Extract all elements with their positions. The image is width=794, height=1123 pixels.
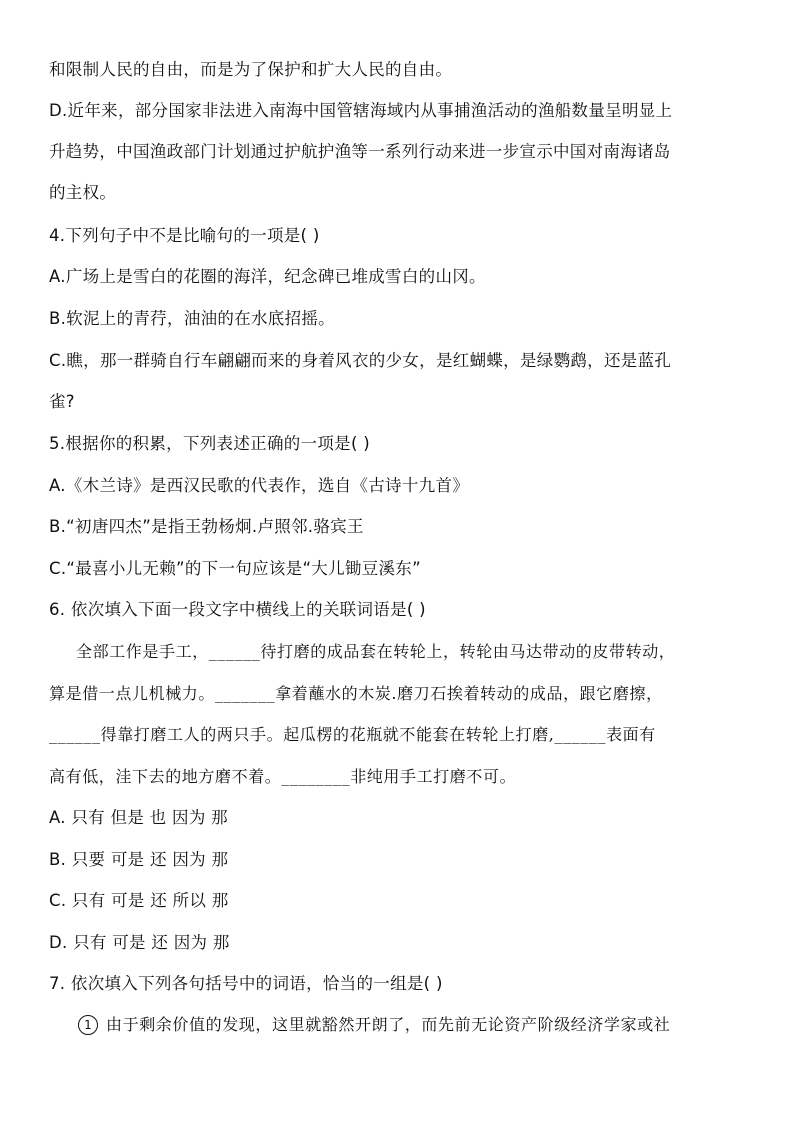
question-7: 7. 依次填入下列各句括号中的词语，恰当的一组是( ) — [49, 974, 443, 993]
question-4: 4.下列句子中不是比喻句的一项是( ) — [49, 226, 320, 245]
question-7-item-1-text: 由于剩余价值的发现，这里就豁然开朗了，而先前无论资产阶级经济学家或社 — [106, 1015, 671, 1034]
option-d-line-3: 的主权。 — [49, 183, 117, 202]
passage-line-1: 全部工作是手工，______待打磨的成品套在转轮上，转轮由马达带动的皮带转动， — [76, 642, 676, 661]
question-6-option-a: A. 只有 但是 也 因为 那 — [49, 808, 228, 827]
passage-line-4: 高有低，洼下去的地方磨不着。________非纯用手工打磨不可。 — [49, 767, 517, 786]
passage-line-3: ______得靠打磨工人的两只手。起瓜楞的花瓶就不能套在转轮上打磨,______表面有 — [49, 725, 656, 744]
question-7-item-1 — [78, 1013, 670, 1037]
option-d-line-2: 升趋势，中国渔政部门计划通过护航护渔等一系列行动来进一步宣示中国对南海诸岛 — [49, 142, 671, 161]
question-5-option-a: A.《木兰诗》是西汉民歌的代表作，选自《古诗十九首》 — [49, 476, 470, 495]
question-6-option-b: B. 只要 可是 还 因为 那 — [49, 850, 229, 869]
question-6: 6. 依次填入下面一段文字中横线上的关联词语是( ) — [49, 600, 426, 619]
question-5-option-b: B.“初唐四杰”是指王勃杨炯.卢照邻.骆宾王 — [49, 517, 364, 536]
question-6-option-d: D. 只有 可是 还 因为 那 — [49, 933, 230, 952]
text-line-1: 和限制人民的自由，而是为了保护和扩大人民的自由。 — [49, 60, 453, 79]
question-4-option-c-line-1: C.瞧，那一群骑自行车翩翩而来的身着风衣的少女，是红蝴蝶，是绿鹦鹉，还是蓝孔 — [49, 351, 672, 370]
question-5: 5.根据你的积累，下列表述正确的一项是( ) — [49, 434, 370, 453]
question-4-option-b: B.软泥上的青荇，油油的在水底招摇。 — [49, 309, 335, 328]
question-5-option-c: C.“最喜小儿无赖”的下一句应该是“大儿锄豆溪东” — [49, 559, 421, 578]
option-d-line-1: D.近年来，部分国家非法进入南海中国管辖海域内从事捕渔活动的渔船数量呈明显上 — [49, 101, 673, 120]
question-4-option-c-line-2: 雀? — [49, 392, 75, 411]
question-6-option-c: C. 只有 可是 还 所以 那 — [49, 891, 229, 910]
circled-number: 1 — [78, 1015, 98, 1035]
passage-line-2: 算是借一点儿机械力。_______拿着蘸水的木炭.磨刀石挨着转动的成品，跟它磨擦， — [49, 684, 663, 703]
question-4-option-a: A.广场上是雪白的花圈的海洋，纪念碑已堆成雪白的山冈。 — [49, 267, 486, 286]
